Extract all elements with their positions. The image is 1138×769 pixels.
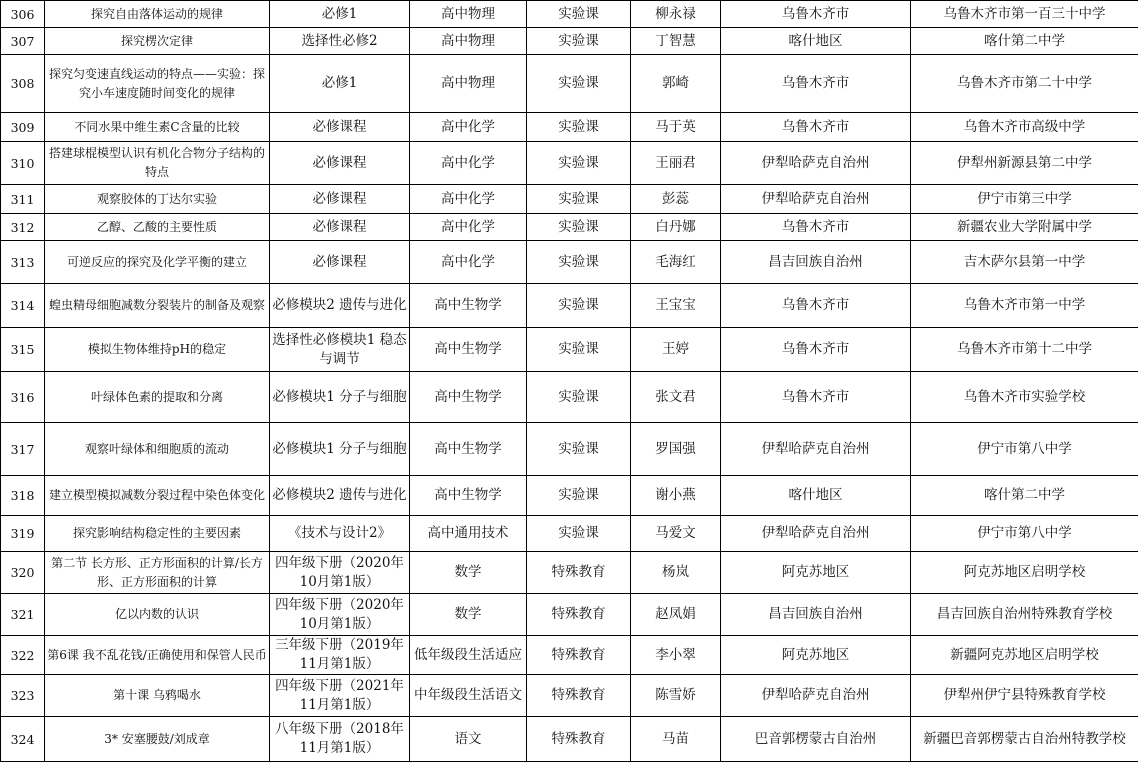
textbook-edition-cell: 四年级下册（2021年11月第1版） xyxy=(270,675,410,717)
course-title-cell: 探究影响结构稳定性的主要因素 xyxy=(45,516,270,552)
teacher-name-cell: 柳永禄 xyxy=(631,1,721,28)
table-row xyxy=(1,328,1138,372)
course-title-cell: 探究自由落体运动的规律 xyxy=(45,1,270,28)
region-cell: 乌鲁木齐市 xyxy=(721,328,911,372)
school-name-cell: 吉木萨尔县第一中学 xyxy=(911,241,1138,284)
row-number-cell: 316 xyxy=(1,372,45,423)
course-title-cell: 第二节 长方形、正方形面积的计算/长方形、正方形面积的计算 xyxy=(45,552,270,594)
row-number-cell: 314 xyxy=(1,284,45,328)
subject-cell: 高中生物学 xyxy=(410,328,527,372)
row-number-cell: 313 xyxy=(1,241,45,284)
textbook-edition-cell: 选择性必修2 xyxy=(270,28,410,55)
region-cell: 乌鲁木齐市 xyxy=(721,113,911,142)
lesson-type-cell: 特殊教育 xyxy=(527,675,631,717)
lesson-type-cell: 实验课 xyxy=(527,185,631,214)
lesson-type-cell: 实验课 xyxy=(527,28,631,55)
row-number-cell: 312 xyxy=(1,214,45,241)
teacher-name-cell: 丁智慧 xyxy=(631,28,721,55)
lesson-type-cell: 实验课 xyxy=(527,328,631,372)
row-number-cell: 319 xyxy=(1,516,45,552)
lesson-type-cell: 实验课 xyxy=(527,516,631,552)
region-cell: 阿克苏地区 xyxy=(721,552,911,594)
table-row xyxy=(1,28,1138,55)
school-name-cell: 伊犁州新源县第二中学 xyxy=(911,142,1138,185)
school-name-cell: 新疆阿克苏地区启明学校 xyxy=(911,636,1138,675)
teacher-name-cell: 张文君 xyxy=(631,372,721,423)
textbook-edition-cell: 必修课程 xyxy=(270,113,410,142)
subject-cell: 高中化学 xyxy=(410,214,527,241)
course-title-cell: 观察叶绿体和细胞质的流动 xyxy=(45,423,270,476)
table-row xyxy=(1,636,1138,675)
course-title-cell: 观察胶体的丁达尔实验 xyxy=(45,185,270,214)
region-cell: 伊犁哈萨克自治州 xyxy=(721,675,911,717)
textbook-edition-cell: 必修模块2 遗传与进化 xyxy=(270,284,410,328)
subject-cell: 高中生物学 xyxy=(410,476,527,516)
school-name-cell: 昌吉回族自治州特殊教育学校 xyxy=(911,594,1138,636)
textbook-edition-cell: 必修模块1 分子与细胞 xyxy=(270,423,410,476)
textbook-edition-cell: 选择性必修模块1 稳态与调节 xyxy=(270,328,410,372)
course-title-cell: 蝗虫精母细胞减数分裂装片的制备及观察 xyxy=(45,284,270,328)
row-number-cell: 324 xyxy=(1,717,45,762)
subject-cell: 数学 xyxy=(410,594,527,636)
region-cell: 乌鲁木齐市 xyxy=(721,214,911,241)
textbook-edition-cell: 《技术与设计2》 xyxy=(270,516,410,552)
school-name-cell: 乌鲁木齐市第十二中学 xyxy=(911,328,1138,372)
lesson-type-cell: 实验课 xyxy=(527,55,631,113)
course-title-cell: 模拟生物体维持pH的稳定 xyxy=(45,328,270,372)
lesson-type-cell: 实验课 xyxy=(527,423,631,476)
textbook-edition-cell: 必修1 xyxy=(270,1,410,28)
row-number-cell: 307 xyxy=(1,28,45,55)
course-title-cell: 探究楞次定律 xyxy=(45,28,270,55)
course-title-cell: 可逆反应的探究及化学平衡的建立 xyxy=(45,241,270,284)
school-name-cell: 乌鲁木齐市实验学校 xyxy=(911,372,1138,423)
teacher-name-cell: 王宝宝 xyxy=(631,284,721,328)
school-name-cell: 新疆农业大学附属中学 xyxy=(911,214,1138,241)
teacher-name-cell: 王婷 xyxy=(631,328,721,372)
table-row xyxy=(1,423,1138,476)
teacher-name-cell: 李小翠 xyxy=(631,636,721,675)
teacher-name-cell: 王丽君 xyxy=(631,142,721,185)
school-name-cell: 喀什第二中学 xyxy=(911,476,1138,516)
subject-cell: 高中生物学 xyxy=(410,423,527,476)
lesson-type-cell: 实验课 xyxy=(527,241,631,284)
teacher-name-cell: 杨岚 xyxy=(631,552,721,594)
textbook-edition-cell: 必修课程 xyxy=(270,142,410,185)
subject-cell: 高中物理 xyxy=(410,55,527,113)
region-cell: 喀什地区 xyxy=(721,28,911,55)
course-title-cell: 叶绿体色素的提取和分离 xyxy=(45,372,270,423)
course-title-cell: 建立模型模拟减数分裂过程中染色体变化 xyxy=(45,476,270,516)
lesson-type-cell: 实验课 xyxy=(527,372,631,423)
textbook-edition-cell: 必修课程 xyxy=(270,214,410,241)
lesson-type-cell: 特殊教育 xyxy=(527,594,631,636)
region-cell: 乌鲁木齐市 xyxy=(721,372,911,423)
textbook-edition-cell: 必修模块1 分子与细胞 xyxy=(270,372,410,423)
lesson-type-cell: 特殊教育 xyxy=(527,717,631,762)
textbook-edition-cell: 必修1 xyxy=(270,55,410,113)
subject-cell: 高中化学 xyxy=(410,113,527,142)
school-name-cell: 喀什第二中学 xyxy=(911,28,1138,55)
lesson-type-cell: 实验课 xyxy=(527,476,631,516)
subject-cell: 高中生物学 xyxy=(410,284,527,328)
lesson-type-cell: 实验课 xyxy=(527,142,631,185)
subject-cell: 语文 xyxy=(410,717,527,762)
course-title-cell: 3* 安塞腰鼓/刘成章 xyxy=(45,717,270,762)
region-cell: 伊犁哈萨克自治州 xyxy=(721,423,911,476)
lesson-type-cell: 实验课 xyxy=(527,113,631,142)
row-number-cell: 315 xyxy=(1,328,45,372)
region-cell: 昌吉回族自治州 xyxy=(721,241,911,284)
teacher-name-cell: 毛海红 xyxy=(631,241,721,284)
subject-cell: 高中通用技术 xyxy=(410,516,527,552)
subject-cell: 数学 xyxy=(410,552,527,594)
lesson-type-cell: 实验课 xyxy=(527,214,631,241)
table-row xyxy=(1,516,1138,552)
course-title-cell: 乙醇、乙酸的主要性质 xyxy=(45,214,270,241)
course-title-cell: 亿以内数的认识 xyxy=(45,594,270,636)
school-name-cell: 新疆巴音郭楞蒙古自治州特教学校 xyxy=(911,717,1138,762)
teacher-name-cell: 马爱文 xyxy=(631,516,721,552)
table-row xyxy=(1,675,1138,717)
lesson-type-cell: 特殊教育 xyxy=(527,552,631,594)
region-cell: 阿克苏地区 xyxy=(721,636,911,675)
row-number-cell: 322 xyxy=(1,636,45,675)
teacher-name-cell: 马苗 xyxy=(631,717,721,762)
teacher-name-cell: 白丹娜 xyxy=(631,214,721,241)
school-name-cell: 乌鲁木齐市高级中学 xyxy=(911,113,1138,142)
course-title-cell: 第十课 乌鸦喝水 xyxy=(45,675,270,717)
textbook-edition-cell: 三年级下册（2019年11月第1版） xyxy=(270,636,410,675)
school-name-cell: 乌鲁木齐市第二十中学 xyxy=(911,55,1138,113)
lesson-type-cell: 实验课 xyxy=(527,1,631,28)
region-cell: 昌吉回族自治州 xyxy=(721,594,911,636)
row-number-cell: 318 xyxy=(1,476,45,516)
region-cell: 伊犁哈萨克自治州 xyxy=(721,185,911,214)
subject-cell: 低年级段生活适应 xyxy=(410,636,527,675)
table-body xyxy=(1,1,1138,762)
school-name-cell: 乌鲁木齐市第一百三十中学 xyxy=(911,1,1138,28)
table-row xyxy=(1,142,1138,185)
course-title-cell: 不同水果中维生素C含量的比较 xyxy=(45,113,270,142)
textbook-edition-cell: 四年级下册（2020年10月第1版） xyxy=(270,594,410,636)
table-row xyxy=(1,284,1138,328)
teacher-name-cell: 马于英 xyxy=(631,113,721,142)
row-number-cell: 308 xyxy=(1,55,45,113)
region-cell: 伊犁哈萨克自治州 xyxy=(721,142,911,185)
school-name-cell: 伊宁市第八中学 xyxy=(911,516,1138,552)
school-name-cell: 伊犁州伊宁县特殊教育学校 xyxy=(911,675,1138,717)
table-row xyxy=(1,113,1138,142)
row-number-cell: 306 xyxy=(1,1,45,28)
textbook-edition-cell: 必修课程 xyxy=(270,241,410,284)
row-number-cell: 321 xyxy=(1,594,45,636)
school-name-cell: 阿克苏地区启明学校 xyxy=(911,552,1138,594)
table-row xyxy=(1,372,1138,423)
subject-cell: 高中生物学 xyxy=(410,372,527,423)
table-row xyxy=(1,214,1138,241)
course-title-cell: 探究匀变速直线运动的特点——实验：探究小车速度随时间变化的规律 xyxy=(45,55,270,113)
table-row xyxy=(1,55,1138,113)
table-row xyxy=(1,717,1138,762)
row-number-cell: 320 xyxy=(1,552,45,594)
subject-cell: 高中化学 xyxy=(410,142,527,185)
textbook-edition-cell: 必修课程 xyxy=(270,185,410,214)
lesson-type-cell: 实验课 xyxy=(527,284,631,328)
row-number-cell: 309 xyxy=(1,113,45,142)
textbook-edition-cell: 四年级下册（2020年10月第1版） xyxy=(270,552,410,594)
teacher-name-cell: 彭蕊 xyxy=(631,185,721,214)
row-number-cell: 311 xyxy=(1,185,45,214)
region-cell: 喀什地区 xyxy=(721,476,911,516)
region-cell: 乌鲁木齐市 xyxy=(721,55,911,113)
school-name-cell: 伊宁市第三中学 xyxy=(911,185,1138,214)
textbook-edition-cell: 必修模块2 遗传与进化 xyxy=(270,476,410,516)
lesson-type-cell: 特殊教育 xyxy=(527,636,631,675)
row-number-cell: 323 xyxy=(1,675,45,717)
textbook-edition-cell: 八年级下册（2018年11月第1版） xyxy=(270,717,410,762)
region-cell: 伊犁哈萨克自治州 xyxy=(721,516,911,552)
school-name-cell: 乌鲁木齐市第一中学 xyxy=(911,284,1138,328)
row-number-cell: 310 xyxy=(1,142,45,185)
region-cell: 巴音郭楞蒙古自治州 xyxy=(721,717,911,762)
table-row xyxy=(1,1,1138,28)
subject-cell: 高中物理 xyxy=(410,1,527,28)
row-number-cell: 317 xyxy=(1,423,45,476)
table-row xyxy=(1,594,1138,636)
table-row xyxy=(1,185,1138,214)
teacher-name-cell: 郭崎 xyxy=(631,55,721,113)
course-title-cell: 搭建球棍模型认识有机化合物分子结构的特点 xyxy=(45,142,270,185)
table-row xyxy=(1,552,1138,594)
subject-cell: 高中化学 xyxy=(410,185,527,214)
subject-cell: 高中化学 xyxy=(410,241,527,284)
teacher-name-cell: 罗国强 xyxy=(631,423,721,476)
teacher-name-cell: 谢小燕 xyxy=(631,476,721,516)
course-title-cell: 第6课 我不乱花钱/正确使用和保管人民币 xyxy=(45,636,270,675)
subject-cell: 中年级段生活语文 xyxy=(410,675,527,717)
subject-cell: 高中物理 xyxy=(410,28,527,55)
region-cell: 乌鲁木齐市 xyxy=(721,284,911,328)
table-row xyxy=(1,476,1138,516)
table-row xyxy=(1,241,1138,284)
school-name-cell: 伊宁市第八中学 xyxy=(911,423,1138,476)
teacher-name-cell: 陈雪娇 xyxy=(631,675,721,717)
teacher-name-cell: 赵凤娟 xyxy=(631,594,721,636)
region-cell: 乌鲁木齐市 xyxy=(721,1,911,28)
